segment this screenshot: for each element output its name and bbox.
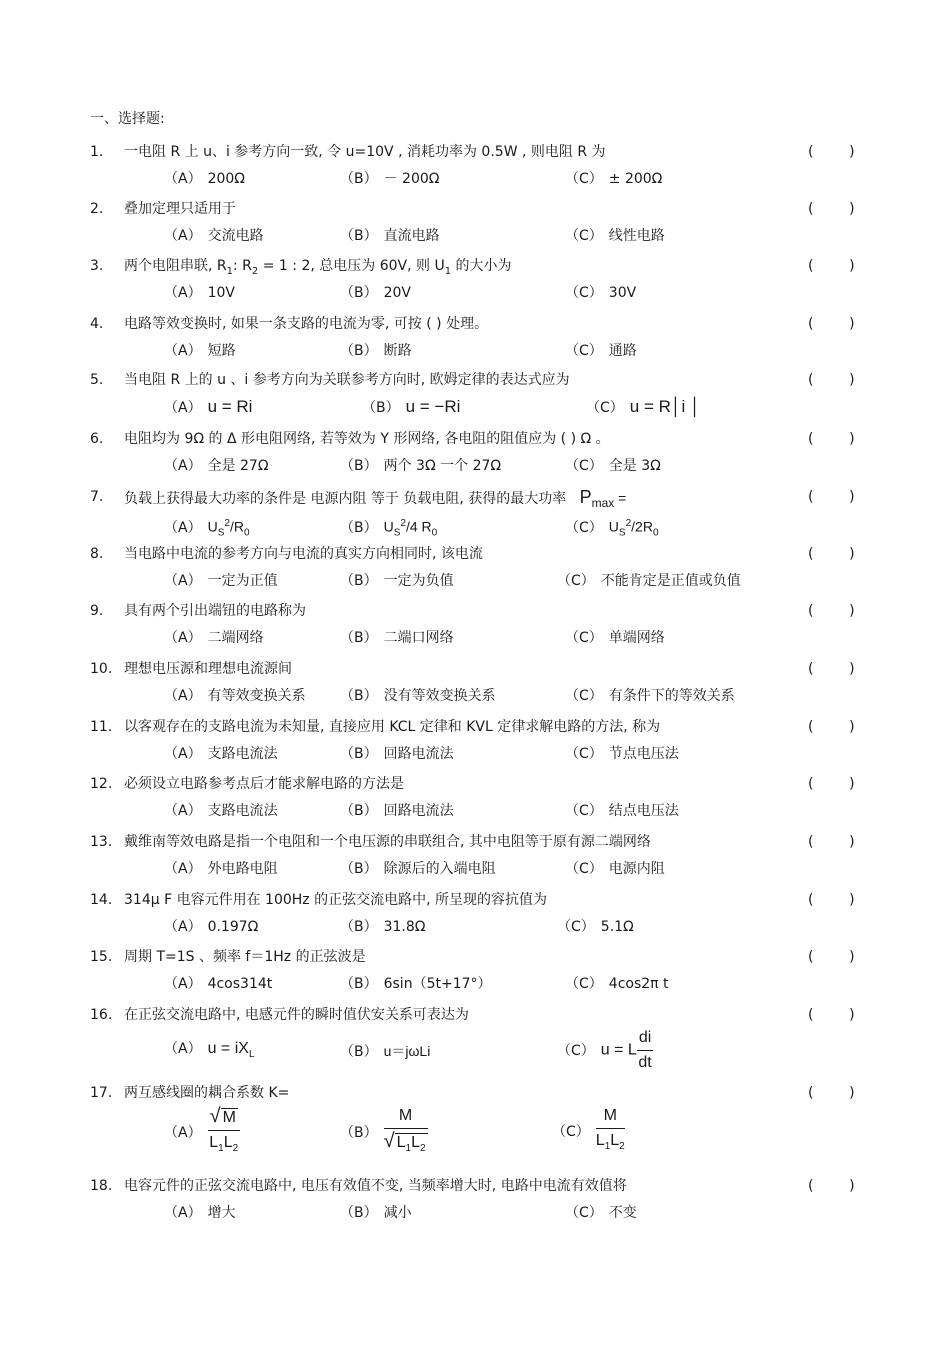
option-a: （A） 一定为正值 <box>164 573 278 589</box>
answer-blank: ( ) <box>808 776 855 792</box>
option-b: （B） 断路 <box>340 343 412 359</box>
question-number: 4. <box>90 316 104 332</box>
question-stem: 一电阻 R 上 u、i 参考方向一致, 令 u=10V , 消耗功率为 0.5W , 则电阻 R 为 <box>124 144 606 160</box>
question-stem: 当电阻 R 上的 u 、i 参考方向为关联参考方向时, 欧姆定律的表达式应为 <box>124 372 570 388</box>
option-a: （A） 支路电流法 <box>164 746 278 762</box>
question-number: 10. <box>90 661 113 677</box>
question-stem: 以客观存在的支路电流为未知量, 直接应用 KCL 定律和 KVL 定律求解电路的方法, 称为 <box>124 719 661 735</box>
question-number: 18. <box>90 1178 113 1194</box>
answer-blank: ( ) <box>808 1178 855 1194</box>
option-c: （C） $U_S^2/2R_0$ <box>565 518 659 539</box>
question-stem: 具有两个引出端钮的电路称为 <box>124 603 306 619</box>
question-7 <box>0 488 950 542</box>
option-b: （B） － 200Ω <box>340 171 440 187</box>
option-b: （B） 20V <box>340 285 412 301</box>
question-stem: 314μ F 电容元件用在 100Hz 的正弦交流电路中, 所呈现的容抗值为 <box>124 892 547 908</box>
option-a: （A） 短路 <box>164 343 236 359</box>
option-c: （C） 单端网络 <box>565 630 665 646</box>
option-b: （B） u = −Ri <box>362 397 461 416</box>
option-a: （A） 交流电路 <box>164 228 264 244</box>
question-5 <box>0 371 950 425</box>
question-stem: 两互感线圈的耦合系数 K= <box>124 1085 290 1101</box>
answer-blank: ( ) <box>808 892 855 908</box>
question-number: 12. <box>90 776 113 792</box>
option-a: （A） 200Ω <box>164 171 245 187</box>
question-17 <box>0 1084 950 1168</box>
option-b: （B） 两个 3Ω 一个 27Ω <box>340 458 502 474</box>
option-a: （A） 0.197Ω <box>164 919 259 935</box>
question-number: 2. <box>90 201 104 217</box>
fraction: $\frac{di}{dt}$ <box>638 1029 652 1071</box>
question-number: 8. <box>90 546 104 562</box>
answer-blank: ( ) <box>808 1007 855 1023</box>
fraction: $\frac{√ M}{L_1L_2}$ <box>209 1105 239 1155</box>
question-number: 3. <box>90 258 104 274</box>
question-stem: 戴维南等效电路是指一个电阻和一个电压源的串联组合, 其中电阻等于原有源二端网络 <box>124 834 651 850</box>
option-a: （A） 二端网络 <box>164 630 264 646</box>
answer-blank: ( ) <box>808 719 855 735</box>
option-a: （A） 外电路电阻 <box>164 861 278 877</box>
question-14 <box>0 891 950 945</box>
question-11 <box>0 718 950 772</box>
answer-blank: ( ) <box>808 661 855 677</box>
question-stem: 负载上获得最大功率的条件是 电源内阻 等于 负载电阻, 获得的最大功率 $P_{max}$ = <box>124 487 627 510</box>
section-title: 一、选择题: <box>90 111 165 127</box>
question-number: 6. <box>90 431 104 447</box>
option-c: （C） 不能肯定是正值或负值 <box>557 573 741 589</box>
question-number: 11. <box>90 719 113 735</box>
option-a: （A） 10V <box>164 285 235 301</box>
option-c: （C） 5.1Ω <box>557 919 634 935</box>
fraction: $\frac{M}{√ L_1L_2}$ <box>383 1107 426 1155</box>
option-c: （C） $\frac{M}{L_1L_2}$ <box>552 1106 625 1157</box>
answer-blank: ( ) <box>808 372 855 388</box>
option-b: （B） u＝jωLi <box>340 1043 431 1060</box>
option-c: （C） u = R│i │ <box>586 397 701 416</box>
question-9 <box>0 602 950 656</box>
question-number: 13. <box>90 834 113 850</box>
option-c: （C） 30V <box>565 285 637 301</box>
option-b: （B） 一定为负值 <box>340 573 454 589</box>
option-c: （C） 电源内阻 <box>565 861 665 877</box>
option-b: （B） 减小 <box>340 1205 412 1221</box>
question-number: 5. <box>90 372 104 388</box>
question-3 <box>0 257 950 311</box>
option-c: （C） u = L $\frac{di}{dt}$ <box>557 1029 652 1071</box>
answer-blank: ( ) <box>808 949 855 965</box>
question-number: 17. <box>90 1085 113 1101</box>
question-number: 14. <box>90 892 113 908</box>
option-c: （C） 线性电路 <box>565 228 665 244</box>
answer-blank: ( ) <box>808 603 855 619</box>
option-c: （C） 不变 <box>565 1205 637 1221</box>
question-stem: 叠加定理只适用于 <box>124 201 236 217</box>
fraction: $\frac{M}{L_1L_2}$ <box>595 1107 625 1153</box>
question-stem: 周期 T=1S 、频率 f＝1Hz 的正弦波是 <box>124 949 366 965</box>
question-stem: 当电路中电流的参考方向与电流的真实方向相同时, 该电流 <box>124 546 483 562</box>
answer-blank: ( ) <box>808 144 855 160</box>
option-a: （A） $U_S^2/R_0$ <box>164 518 250 539</box>
question-8 <box>0 545 950 599</box>
question-16 <box>0 1006 950 1080</box>
question-10 <box>0 660 950 714</box>
option-a: （A） 支路电流法 <box>164 803 278 819</box>
question-15 <box>0 948 950 1002</box>
answer-blank: ( ) <box>808 1085 855 1101</box>
answer-blank: ( ) <box>808 431 855 447</box>
question-12 <box>0 775 950 829</box>
question-stem: 两个电阻串联, $R_1$: $R_2 = 1$ : 2, 总电压为 60V, 则 $U_1$ 的大小为 <box>124 258 512 277</box>
question-number: 16. <box>90 1007 113 1023</box>
option-b: （B） 31.8Ω <box>340 919 426 935</box>
option-a: （A） 4cos314t <box>164 976 273 992</box>
option-b: （B） 回路电流法 <box>340 803 454 819</box>
question-18 <box>0 1177 950 1231</box>
answer-blank: ( ) <box>808 489 855 505</box>
question-13 <box>0 833 950 887</box>
answer-blank: ( ) <box>808 316 855 332</box>
option-a: （A） 增大 <box>164 1205 236 1221</box>
option-b: （B） 除源后的入端电阻 <box>340 861 496 877</box>
question-1 <box>0 143 950 197</box>
question-stem: 必须设立电路参考点后才能求解电路的方法是 <box>124 776 404 792</box>
option-b: （B） 6sin（5t+17°） <box>340 976 492 992</box>
option-c: （C） 通路 <box>565 343 637 359</box>
answer-blank: ( ) <box>808 258 855 274</box>
option-b: （B） 二端口网络 <box>340 630 454 646</box>
question-stem: 电阻均为 9Ω 的 Δ 形电阻网络, 若等效为 Y 形网络, 各电阻的阻值应为 ( ) Ω 。 <box>124 431 610 447</box>
question-6 <box>0 430 950 484</box>
question-number: 7. <box>90 489 104 505</box>
option-a: （A） 全是 27Ω <box>164 458 269 474</box>
option-c: （C） ± 200Ω <box>565 171 663 187</box>
answer-blank: ( ) <box>808 834 855 850</box>
question-2 <box>0 200 950 254</box>
question-4 <box>0 315 950 369</box>
question-stem: 在正弦交流电路中, 电感元件的瞬时值伏安关系可表达为 <box>124 1007 469 1023</box>
option-b: （B） $\frac{M}{√ L_1L_2}$ <box>340 1106 428 1159</box>
option-a: （A） $u = iX_L$ <box>164 1040 255 1060</box>
question-stem: 电容元件的正弦交流电路中, 电压有效值不变, 当频率增大时, 电路中电流有效值将 <box>124 1178 627 1194</box>
option-b: （B） 直流电路 <box>340 228 440 244</box>
option-b: （B） $U_S^2/4$ $R_0$ <box>340 518 438 539</box>
option-c: （C） 节点电压法 <box>565 746 679 762</box>
question-number: 15. <box>90 949 113 965</box>
question-stem: 理想电压源和理想电流源间 <box>124 661 292 677</box>
question-number: 9. <box>90 603 104 619</box>
question-number: 1. <box>90 144 104 160</box>
option-a: （A） $\frac{√ M}{L_1L_2}$ <box>164 1106 240 1159</box>
option-c: （C） 全是 3Ω <box>565 458 661 474</box>
option-c: （C） 结点电压法 <box>565 803 679 819</box>
option-c: （C） 有条件下的等效关系 <box>565 688 735 704</box>
option-c: （C） 4cos2π t <box>565 976 669 992</box>
option-b: （B） 没有等效变换关系 <box>340 688 496 704</box>
option-a: （A） u = Ri <box>164 397 253 416</box>
answer-blank: ( ) <box>808 546 855 562</box>
option-a: （A） 有等效变换关系 <box>164 688 306 704</box>
option-b: （B） 回路电流法 <box>340 746 454 762</box>
question-stem: 电路等效变换时, 如果一条支路的电流为零, 可按 ( ) 处理。 <box>124 316 489 332</box>
answer-blank: ( ) <box>808 201 855 217</box>
